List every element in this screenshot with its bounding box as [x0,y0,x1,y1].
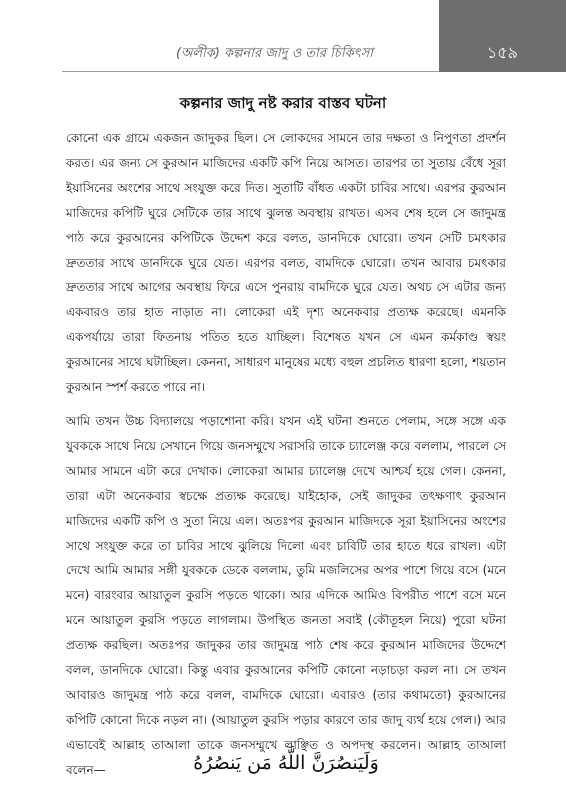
paragraph-1: কোনো এক গ্রামে একজন জাদুকর ছিল। সে লোকদের সামনে তার দক্ষতা ও নিপুণতা প্রদর্শন করত। এর জন্য সে কুরআন মাজিদের একটি কপি নিয়ে আসত। তারপর তা সুতায় বেঁধে সূরা ইয়াসিনের অংশের সাথে সংযুক্ত করে দিত। সুতাটি বাঁধত একটা চাবির সাথে। এরপর কুরআন মাজিদের কপিটি ঘুরে সেটিকে তার সাথে ঝুলন্ত অবস্থায় রাখত। এসব শেষ হলে সে জাদুমন্ত্র পাঠ করে কুরআনের কপিটিকে উদ্দেশ করে বলত, ডানদিকে ঘোরো। তখন সেটি চমৎকার দ্রুততার সাথে ডানদিকে ঘুরে যেত। এরপর বলত, বামদিকে ঘোরো। তখন আবার চমৎকার দ্রুততার সাথে আগের অবস্থায় ফিরে এসে পুনরায় বামদিকে ঘুরে যেত। অথচ সে এটার জন্য একবারও তার হাত নাড়াত না। লোকেরা এই দৃশ্য অনেকবার প্রত্যক্ষ করেছে। এমনকি একপর্যায়ে তারা ফিতনায় পতিত হতে যাচ্ছিল। বিশেষত যখন সে এমন কর্মকাণ্ড স্বয়ং কুরআনের সাথে ঘটাচ্ছিল। কেননা, সাধারণ মানুষের মধ্যে বহুল প্রচলিত ধারণা হলো, শয়তান কুরআন স্পর্শ করতে পারে না। [66,131,506,395]
page-header [0,0,566,72]
section-heading: কল্পনার জাদু নষ্ট করার বাস্তব ঘটনা [179,94,387,112]
page-number-box [439,0,566,72]
paragraph-2: আমি তখন উচ্চ বিদ্যালয়ে পড়াশোনা করি। যখন এই ঘটনা শুনতে পেলাম, সঙ্গে সঙ্গে এক যুবককে সাথে নিয়ে সেখানে গিয়ে জনসম্মুখে সরাসরি তাকে চ্যালেঞ্জ করে বললাম, পারলে সে আমার সামনে এটা করে দেখাক। লোকেরা আমার চ্যালেঞ্জ দেখে আশ্চর্য হয়ে গেল। কেননা, তারা এটা অনেকবার স্বচক্ষে প্রত্যক্ষ করেছে। যাইহোক, সেই জাদুকর তৎক্ষণাৎ কুরআন মাজিদের একটি কপি ও সুতা নিয়ে এল। অতঃপর কুরআন মাজিদকে সূরা ইয়াসিনের অংশের সাথে সংযুক্ত করে তা চাবির সাথে ঝুলিয়ে দিলো এবং চাবিটি তার হাতে ধরে রাখল। এটা দেখে আমি আমার সঙ্গী যুবককে ডেকে বললাম, তুমি মজলিসের অপর পাশে গিয়ে বসে (মনে মনে) বারংবার আয়াতুল কুরসি পড়তে থাকো। আর এদিকে আমিও বিপরীত পাশে বসে মনে মনে আয়াতুল কুরসি পড়তে লাগলাম। উপস্থিত জনতা সবাই (কৌতূহল নিয়ে) পুরো ঘটনা প্রত্যক্ষ করছিল। অতঃপর জাদুকর তার জাদুমন্ত্র পাঠ শেষ করে কুরআন মাজিদের উদ্দেশে বলল, ডানদিকে ঘোরো। কিন্তু এবার কুরআনের কপিটি কোনো নড়াচড়া করল না। সে তখন আবারও জাদুমন্ত্র পাঠ করে বলল, বামদিকে ঘোরো। এবারও (তার কথামতো) কুরআনের কপিটি কোনো দিকে নড়ল না। (আয়াতুল কুরসি পড়ার কারণে তার জাদু ব্যর্থ হয়ে গেল।) আর এভাবেই আল্লাহ তাআলা তাকে জনসম্মুখে লাঞ্ছিত ও অপদস্থ করলেন। আল্লাহ তাআলা বলেন— [66,413,506,777]
header-rule [62,71,439,72]
page-number: ১৫৯ [486,43,519,62]
quran-verse: وَلَيَنصُرَنَّ اللَّهُ مَن يَنصُرُهُ [193,752,379,774]
running-head: (অলীক) কল্পনার জাদু ও তার চিকিৎসা [176,46,373,61]
body-text [66,126,506,783]
